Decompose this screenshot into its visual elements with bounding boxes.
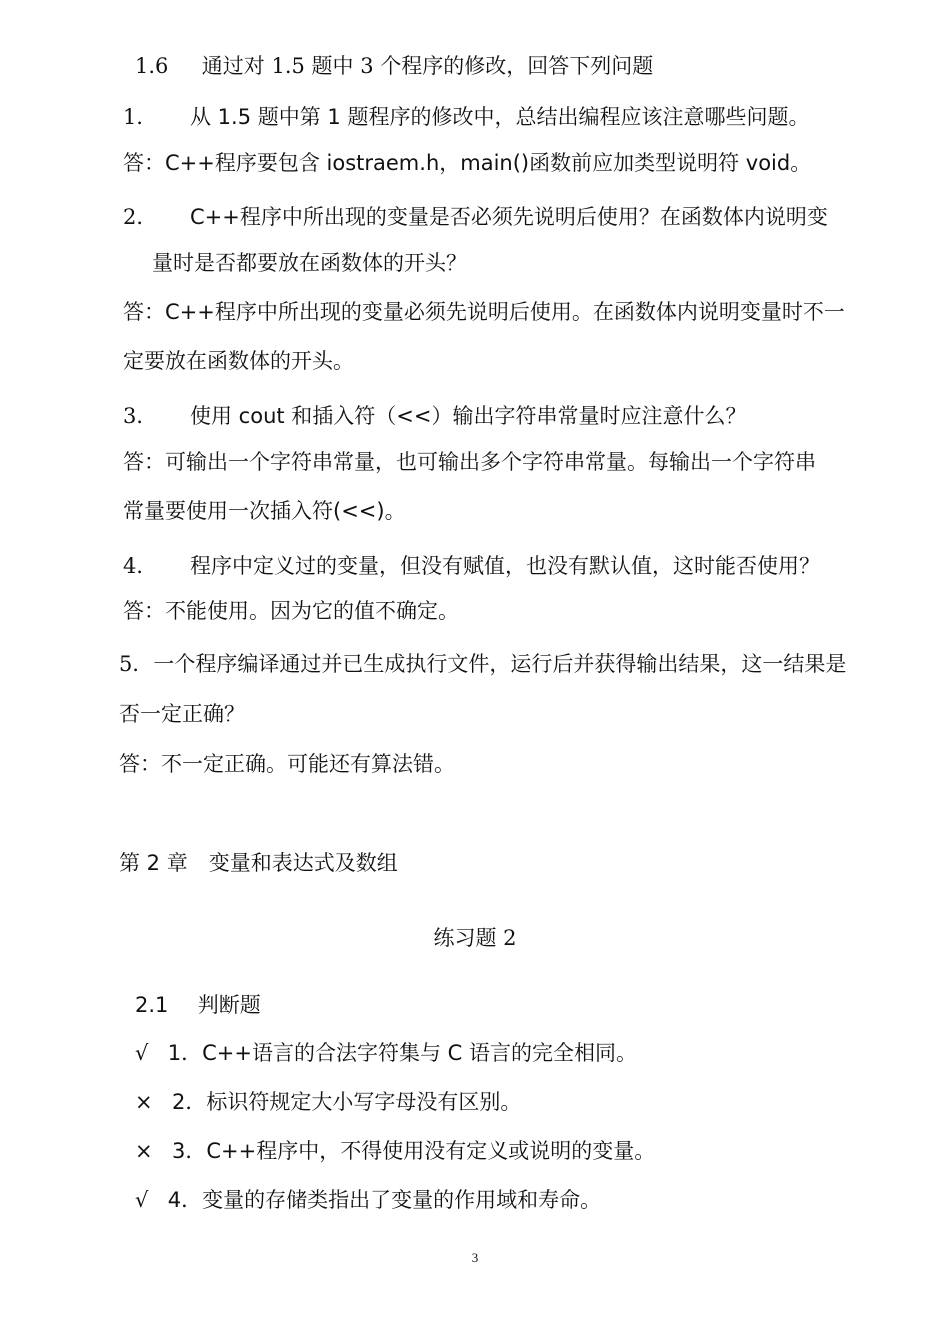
answer-2-line-2: 定要放在函数体的开头。 [123,349,354,373]
question-5-number: 5． [119,652,154,676]
question-2-line-2: 量时是否都要放在函数体的开头？ [152,251,467,275]
section-2-1-title: 判断题 [197,993,261,1017]
judgement-text: 1．C++语言的合法字符集与 C 语言的完全相同。 [167,1041,637,1065]
judgement-item-3 [135,1137,655,1165]
question-1-number: 1． [123,105,158,129]
judgement-text: 2．标识符规定大小写字母没有区别。 [171,1090,522,1114]
question-3-number: 3． [123,404,158,428]
judgement-text: 4．变量的存储类指出了变量的作用域和寿命。 [167,1188,602,1212]
judgement-text: 3．C++程序中，不得使用没有定义或说明的变量。 [171,1139,656,1163]
judgement-mark: × [135,1139,153,1163]
answer-4-line-1: 答：不能使用。因为它的值不确定。 [123,599,459,623]
question-4-line-1: 程序中定义过的变量，但没有赋值，也没有默认值，这时能否使用？ [190,554,820,578]
page-number: 3 [471,1250,479,1265]
judgement-mark: √ [135,1041,149,1065]
exercise-title: 练习题 2 [433,926,517,950]
judgement-item-4 [135,1186,601,1214]
judgement-item-1 [135,1039,637,1067]
question-2-line-1: C++程序中所出现的变量是否必须先说明后使用？在函数体内说明变 [190,205,828,229]
answer-2-line-1: 答：C++程序中所出现的变量必须先说明后使用。在函数体内说明变量时不一 [123,300,845,324]
judgement-mark: √ [135,1188,149,1212]
question-5-line-2: 否一定正确？ [119,702,245,726]
answer-1-line-1: 答：C++程序要包含 iostraem.h，main()函数前应加类型说明符 void。 [123,151,812,175]
answer-5-line-1: 答：不一定正确。可能还有算法错。 [119,752,455,776]
question-5-text: 一个程序编译通过并已生成执行文件，运行后并获得输出结果，这一结果是 [153,652,847,676]
judgement-item-2 [135,1088,521,1116]
question-1-line-1: 从 1.5 题中第 1 题程序的修改中，总结出编程应该注意哪些问题。 [190,105,810,129]
section-title: 通过对 1.5 题中 3 个程序的修改，回答下列问题 [201,54,654,78]
chapter-heading: 第 2 章 变量和表达式及数组 [119,851,398,875]
judgement-mark: × [135,1090,153,1114]
question-3-line-1: 使用 cout 和插入符（<<）输出字符串常量时应注意什么？ [190,404,747,428]
section-2-1-number: 2.1 [135,993,169,1017]
section-2-1-heading [135,991,261,1019]
answer-3-line-1: 答：可输出一个字符串常量，也可输出多个字符串常量。每输出一个字符串 [123,450,816,474]
answer-3-line-2: 常量要使用一次插入符(<<)。 [123,499,406,523]
question-4-number: 4． [123,554,158,578]
section-number: 1.6 [135,54,169,78]
question-2-number: 2． [123,205,158,229]
section-1-6-heading [135,52,653,80]
question-5-line-1 [119,650,846,678]
